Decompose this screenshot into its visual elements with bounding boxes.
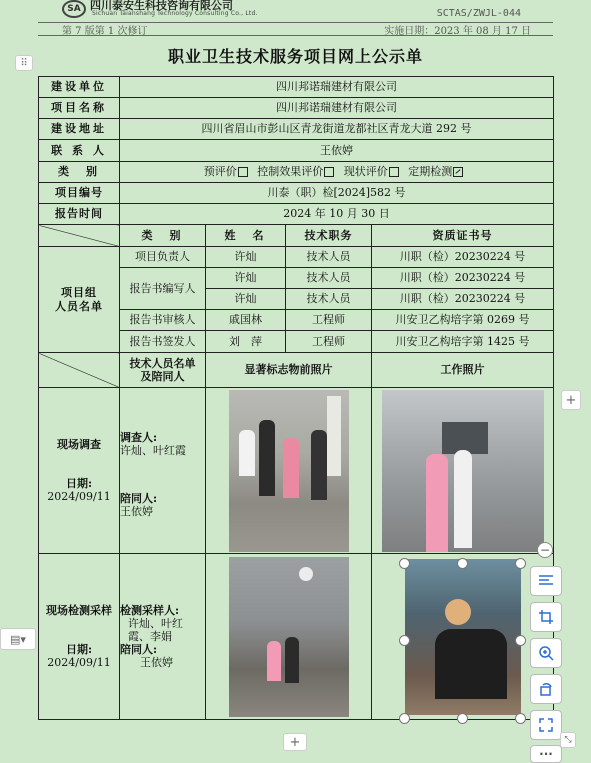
member-cert: 川职（检）20230224 号 [372,268,554,289]
member-role: 项目负责人 [120,247,206,268]
samplers: 许灿、叶红霞、李娟 [128,616,183,643]
resize-handle[interactable] [457,713,468,724]
type-option-pre: 预评价 [203,165,237,179]
checkbox-pre[interactable] [238,167,248,177]
zoom-in-icon[interactable] [530,638,562,668]
sampling-landmark-photo-cell [206,554,372,720]
sampling-cell [39,554,120,720]
person-figure [454,450,472,548]
sampling-label: 现场检测采样 [46,603,112,617]
window [442,422,488,454]
member-header-cert: 资质证书号 [372,225,554,247]
company-name: 四川泰安生科技咨询有限公司 [90,0,233,12]
member-cert: 川安卫乙构培字第 0269 号 [372,310,554,331]
wall-clock [299,567,313,581]
client-label: 建设单位 [39,77,120,98]
worker-body [435,629,507,699]
type-option-control: 控制效果评价 [257,165,324,179]
person-figure [267,641,281,681]
resize-handle[interactable] [515,558,526,569]
resize-handle[interactable] [457,558,468,569]
contact-value: 王依婷 [120,140,554,162]
member-header-title: 技术职务 [286,225,372,247]
sign-board [327,396,341,476]
type-option-periodic: 定期检测 [408,165,453,179]
member-name: 许灿 [206,247,286,268]
sampling-landmark-photo[interactable] [229,557,349,717]
disclosure-table [38,76,554,720]
survey-staff-cell [120,388,206,554]
member-title: 工程师 [286,331,372,353]
resize-handle[interactable] [515,713,526,724]
member-header-name: 姓 名 [206,225,286,247]
person-figure [283,438,299,498]
checkbox-status[interactable] [389,167,399,177]
report-time-value: 2024 年 10 月 30 日 [120,204,554,225]
resize-handle[interactable] [399,635,410,646]
escort-name: 王依婷 [120,504,153,518]
contact-label: 联 系 人 [39,140,120,162]
sampling-date-label: 日期: [65,642,93,656]
resize-handle[interactable] [399,558,410,569]
sampler-label: 检测采样人: [120,603,180,617]
photos-header-staff: 技术人员名单 及陪同人 [120,353,206,388]
member-name: 刘 萍 [206,331,286,353]
member-group-label: 项目组 人员名单 [39,247,120,353]
drag-handle-icon[interactable]: ⠿ [15,55,33,71]
diagonal-cell [39,225,120,247]
survey-date: 2024/09/11 [47,490,111,504]
survey-date-label: 日期: [65,476,93,490]
escort-label: 陪同人: [120,491,158,505]
number-value: 川泰（职）检[2024]582 号 [120,183,554,204]
text-layout-icon[interactable] [530,566,562,596]
fit-icon[interactable] [530,710,562,740]
member-title: 工程师 [286,310,372,331]
member-title: 技术人员 [286,289,372,310]
project-value: 四川邦诺瑞建材有限公司 [120,98,554,119]
escort-name: 王依婷 [140,656,173,670]
sampling-work-photo-cell [372,554,554,720]
diagonal-cell [39,353,120,388]
collapse-icon[interactable]: ⤡ [560,732,576,748]
person-figure [426,454,448,552]
member-cert: 川职（检）20230224 号 [372,247,554,268]
rotate-icon[interactable] [530,674,562,704]
worker-head [445,599,471,625]
survey-work-photo-cell [372,388,554,554]
member-title: 技术人员 [286,247,372,268]
resize-handle[interactable] [515,635,526,646]
survey-cell [39,388,120,554]
effective-date: 实施日期：2023 年 08 月 17 日 [384,26,531,37]
header-divider-2 [38,35,553,36]
survey-label: 现场调查 [57,437,101,451]
person-figure [259,420,275,496]
document-code: SCTAS/ZWJL-044 [436,8,521,19]
member-header-role: 类 别 [120,225,206,247]
crop-icon[interactable] [530,602,562,632]
text-wrap-menu-icon[interactable]: ▤▾ [0,628,36,650]
company-logo-icon: SA [62,0,86,18]
member-cert: 川安卫乙构培字第 1425 号 [372,331,554,353]
company-name-en: Sichuan Taianshang Technology Consulting Co., Ltd. [92,10,258,17]
member-title: 技术人员 [286,268,372,289]
member-name: 戚国林 [206,310,286,331]
sampling-date: 2024/09/11 [47,656,111,670]
survey-work-photo[interactable] [382,390,544,552]
member-role: 报告书编写人 [120,268,206,310]
type-option-status: 现状评价 [343,165,388,179]
member-name: 许灿 [206,289,286,310]
investigators: 许灿、叶红霞 [120,444,186,458]
document-title: 职业卫生技术服务项目网上公示单 [167,47,423,66]
project-label: 项目名称 [39,98,120,119]
type-options [120,162,554,183]
revision-text: 第 7 版第 1 次修订 [62,26,148,37]
sampling-work-photo[interactable] [405,559,521,715]
checkbox-periodic[interactable] [453,167,463,177]
member-role: 报告书签发人 [120,331,206,353]
person-figure [239,430,255,476]
report-time-label: 报告时间 [39,204,120,225]
member-cert: 川职（检）20230224 号 [372,289,554,310]
address-value: 四川省眉山市彭山区青龙街道龙都社区青龙大道 292 号 [120,119,554,140]
address-label: 建设地址 [39,119,120,140]
person-figure [311,430,327,500]
photos-header-landmark: 显著标志物前照片 [206,353,372,388]
more-icon[interactable]: ··· [530,745,562,763]
client-value: 四川邦诺瑞建材有限公司 [120,77,554,98]
member-name: 许灿 [206,268,286,289]
survey-landmark-photo-cell [206,388,372,554]
type-label: 类 别 [39,162,120,183]
photos-header-work: 工作照片 [372,353,554,388]
resize-handle[interactable] [399,713,410,724]
investigator-label: 调查人: [120,431,158,445]
number-label: 项目编号 [39,183,120,204]
member-role: 报告书审核人 [120,310,206,331]
sampling-staff-cell [120,554,206,720]
add-row-plus-icon[interactable]: + [283,733,307,751]
escort-label: 陪同人: [120,643,158,657]
survey-landmark-photo[interactable] [229,390,349,552]
minus-icon[interactable]: − [537,542,553,558]
person-figure [285,637,299,683]
add-column-plus-icon[interactable]: + [561,390,581,410]
checkbox-control[interactable] [324,167,334,177]
